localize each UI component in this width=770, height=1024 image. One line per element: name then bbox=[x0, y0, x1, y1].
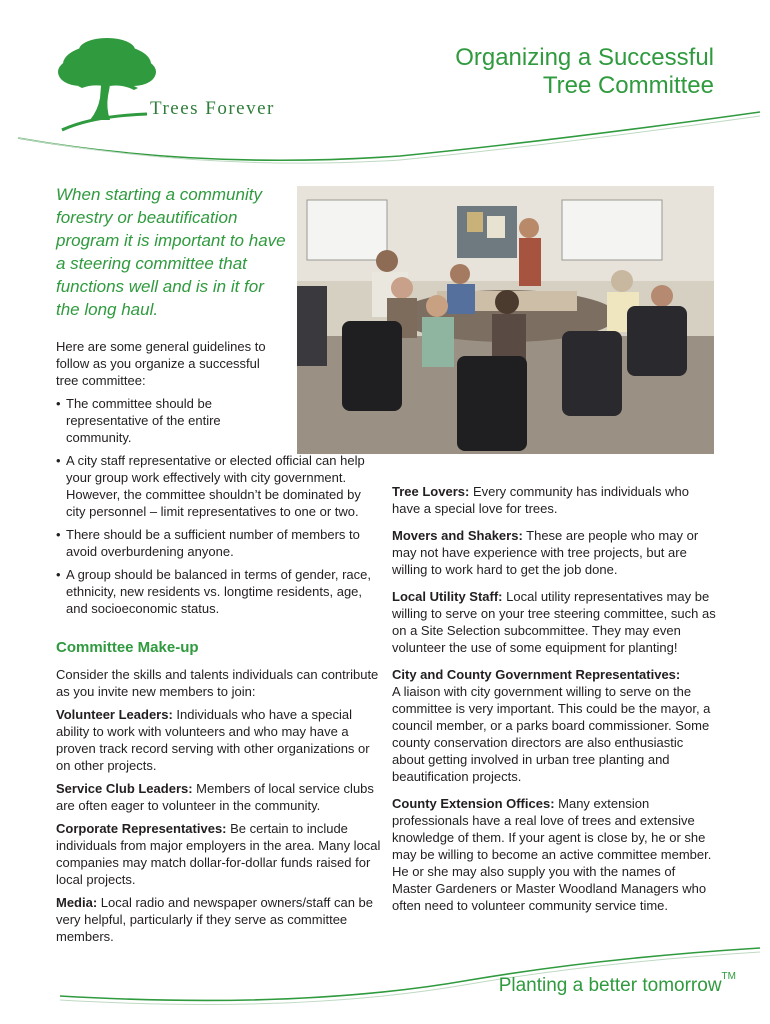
entry-volunteer-leaders bbox=[56, 706, 381, 774]
makeup-lead: Consider the skills and talents individuals can contribute as you invite new members to join: bbox=[56, 667, 379, 699]
entry-text: Every community has individuals who have a special love for trees. bbox=[392, 484, 689, 516]
entry-service-club-leaders bbox=[56, 780, 381, 814]
list-item: • The committee should be representative of the entire community. bbox=[56, 395, 276, 446]
entry-tree-lovers bbox=[392, 483, 717, 517]
entry-text: Members of local service clubs are often eager to volunteer in the community. bbox=[56, 781, 374, 813]
entry-term: Corporate Representatives: bbox=[56, 821, 227, 836]
entry-county-extension-offices bbox=[392, 795, 717, 914]
entry-term: Volunteer Leaders: bbox=[56, 707, 173, 722]
list-item: • A city staff representative or elected official can help your group work effectively with city government. However, the committee shouldn’t be dominated by city personnel – limit representatives to one or two. bbox=[56, 452, 381, 520]
title-line-1: Organizing a Successful bbox=[455, 44, 714, 71]
entry-term: Movers and Shakers: bbox=[392, 528, 523, 543]
entry-text: Local utility representatives may be willing to serve on your tree steering committee, such as on a Site Selection subcommittee. They may even volunteer the use of some equipment for planting! bbox=[392, 589, 716, 655]
brand-name: Trees Forever bbox=[150, 98, 275, 119]
entry-corporate-representatives bbox=[56, 820, 381, 888]
title-line-2: Tree Committee bbox=[542, 72, 714, 99]
right-column bbox=[392, 483, 717, 924]
entry-term: Service Club Leaders: bbox=[56, 781, 193, 796]
list-item: • A group should be balanced in terms of gender, race, ethnicity, new residents vs. longtime residents, age, and socioeconomic status. bbox=[56, 566, 381, 617]
footer-swoosh bbox=[0, 930, 770, 1010]
entry-term: Tree Lovers: bbox=[392, 484, 470, 499]
entry-text: Local radio and newspaper owners/staff can be very helpful, particularly if they serve as committee members. bbox=[56, 895, 373, 944]
guidelines-lead: Here are some general guidelines to follow as you organize a successful tree committee: bbox=[56, 339, 266, 388]
trademark-mark: TM bbox=[721, 971, 736, 982]
entry-term: County Extension Offices: bbox=[392, 796, 555, 811]
left-column bbox=[56, 338, 381, 951]
entry-text: Be certain to include individuals from major employers in the area. Many local companies may match dollar-for-dollar funds raised for local projects. bbox=[56, 821, 381, 887]
intro-text: When starting a community forestry or beautification program it is important to have a steering committee that functions well and is in it for the long haul. bbox=[56, 185, 286, 319]
section-heading: Committee Make-up bbox=[56, 639, 199, 656]
entry-term: Media: bbox=[56, 895, 98, 910]
entry-text: These are people who may or may not have experience with tree projects, but are willing to work hard to get the job done. bbox=[392, 528, 699, 577]
entry-term: Local Utility Staff: bbox=[392, 589, 503, 604]
header-swoosh bbox=[0, 0, 770, 175]
tagline-text: Planting a better tomorrow bbox=[498, 975, 722, 996]
entry-government-representatives bbox=[392, 666, 717, 785]
entry-movers-and-shakers bbox=[392, 527, 717, 578]
guidelines-list bbox=[56, 395, 381, 617]
footer-tagline bbox=[498, 971, 736, 997]
entry-local-utility-staff bbox=[392, 588, 717, 656]
entry-text: Individuals who have a special ability to work with volunteers and who may have a proven track record serving with other organizations or on other projects. bbox=[56, 707, 370, 773]
entry-text: Many extension professionals have a real love of trees and extensive knowledge of them. If your agent is close by, he or she may be willing to become an active committee member. He or she may also supply you with the names of Master Gardeners or Master Woodland Managers who often need to volunteer community service time. bbox=[392, 796, 712, 913]
list-item: • There should be a sufficient number of members to avoid overburdening anyone. bbox=[56, 526, 381, 560]
entry-term: City and County Government Representatives: bbox=[392, 667, 681, 682]
entry-text: A liaison with city government willing to serve on the committee is very important. This could be the mayor, a council member, or a parks board commissioner. Some county conservation directors are also enthusiastic about getting involved in urban tree planting and beautification projects. bbox=[392, 684, 711, 784]
